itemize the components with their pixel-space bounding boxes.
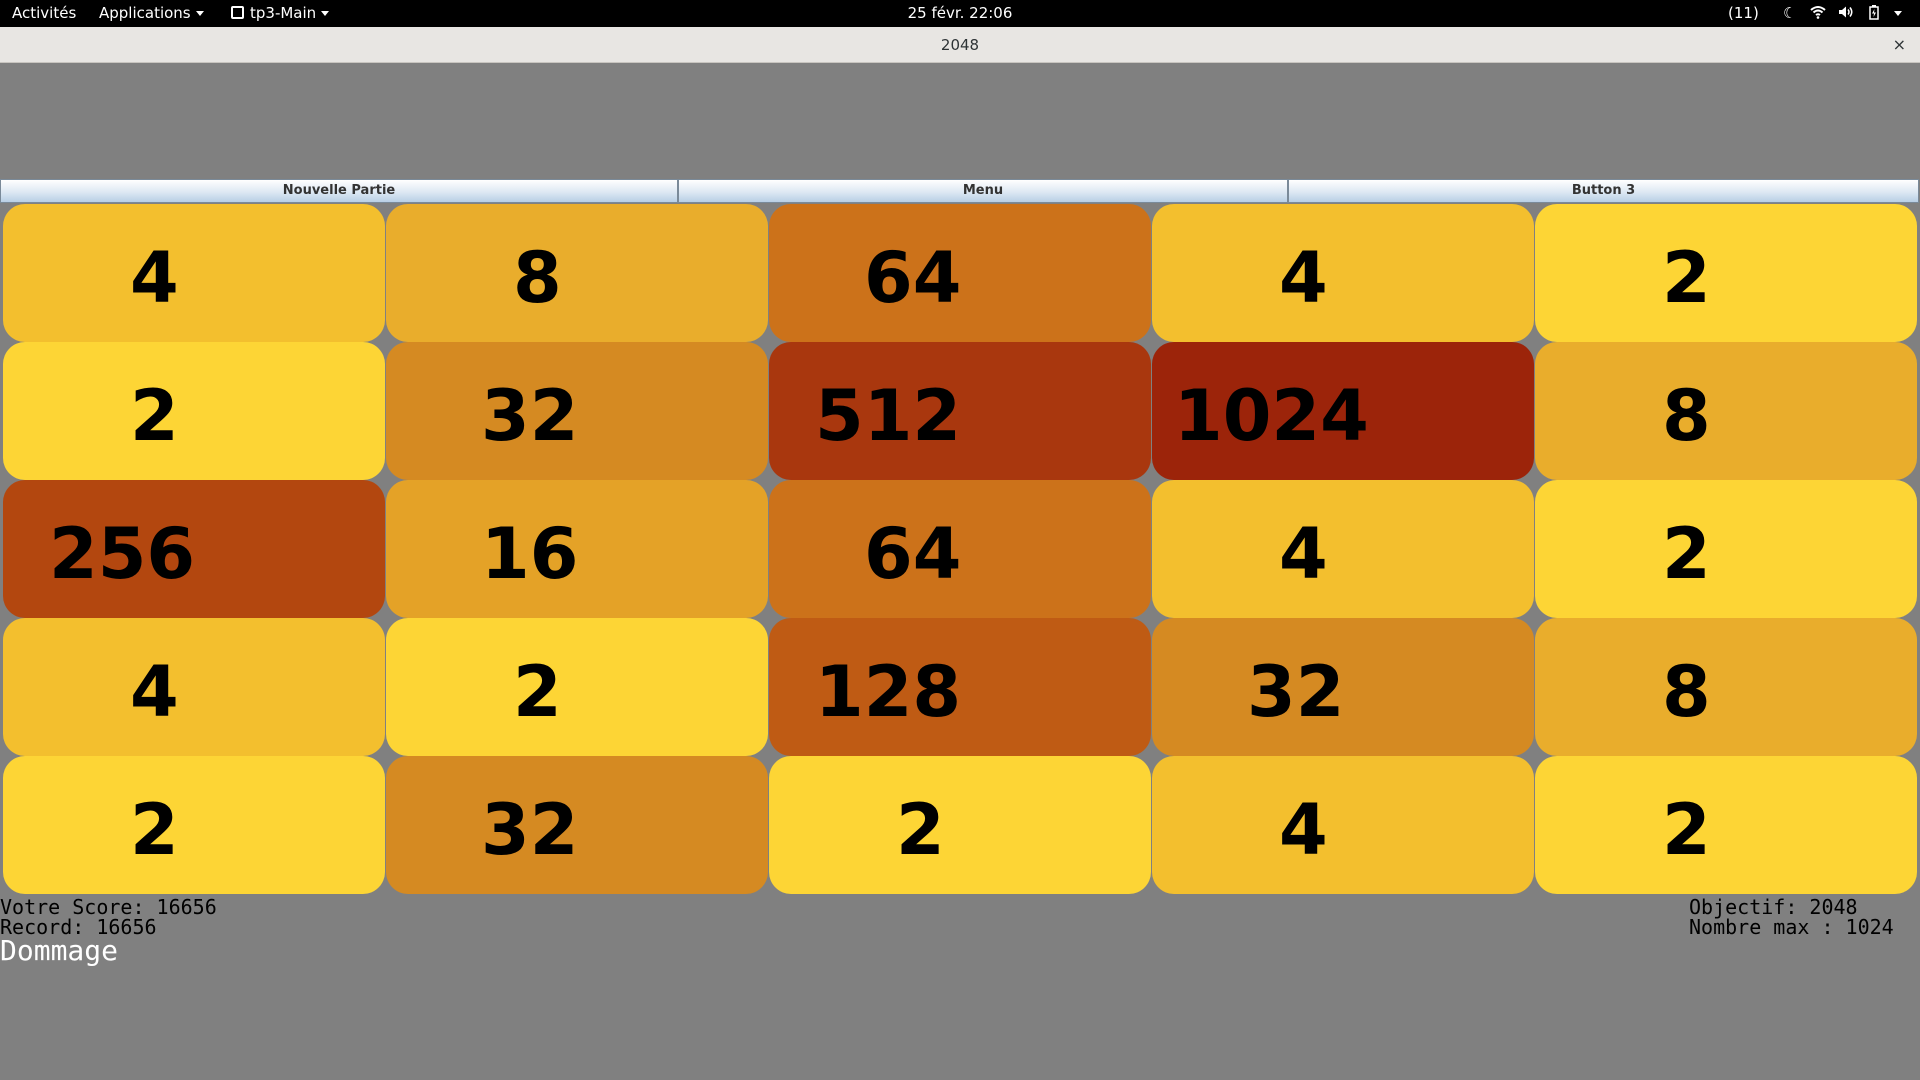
tile-value: 4 <box>1279 237 1328 319</box>
tile-value: 64 <box>864 237 962 319</box>
tile <box>1535 480 1917 618</box>
tile-value: 4 <box>1279 513 1328 595</box>
tile-value: 64 <box>864 513 962 595</box>
night-light-icon[interactable]: ☾ <box>1783 4 1797 22</box>
system-top-bar <box>0 0 1920 27</box>
tile <box>1535 342 1917 480</box>
tile-value: 2 <box>1662 789 1711 871</box>
tile <box>1535 204 1917 342</box>
tile-value: 2 <box>896 789 945 871</box>
tile <box>3 204 385 342</box>
tile <box>769 480 1151 618</box>
window-title: 2048 <box>940 36 980 54</box>
tile-value: 2 <box>130 375 179 457</box>
tile <box>386 756 768 894</box>
system-menu-chevron-icon[interactable] <box>1894 0 1902 27</box>
max-number-label: Nombre max : 1024 <box>1689 915 1894 939</box>
tile <box>386 618 768 756</box>
app-name-label: tp3-Main <box>250 4 317 22</box>
tile-value: 512 <box>815 375 962 457</box>
notification-count-label: (11) <box>1728 4 1759 22</box>
tile-value: 4 <box>130 651 179 733</box>
game-board <box>0 204 1920 894</box>
score-label: Votre Score: 16656 <box>0 895 217 919</box>
tile-value: 128 <box>815 651 962 733</box>
tile <box>769 756 1151 894</box>
tile-value: 1024 <box>1174 375 1369 457</box>
tile-value: 32 <box>1247 651 1345 733</box>
tile <box>1152 618 1534 756</box>
goal-label: Objectif: 2048 <box>1689 895 1858 919</box>
game-over-message: Dommage <box>0 934 119 967</box>
tile <box>769 618 1151 756</box>
tile-value: 2 <box>513 651 562 733</box>
tile-value: 4 <box>1279 789 1328 871</box>
menu-button[interactable]: Menu <box>678 179 1288 203</box>
record-label: Record: 16656 <box>0 915 157 939</box>
tile <box>769 342 1151 480</box>
tile <box>1152 756 1534 894</box>
tile-value: 4 <box>130 237 179 319</box>
tile-value: 2 <box>1662 237 1711 319</box>
tile-value: 32 <box>481 375 579 457</box>
tile <box>1152 480 1534 618</box>
tile-value: 8 <box>1662 651 1711 733</box>
window-title-bar[interactable] <box>0 27 1920 63</box>
tile <box>769 204 1151 342</box>
clock-label: 25 févr. 22:06 <box>907 4 1013 22</box>
tile <box>1152 342 1534 480</box>
tile-value: 256 <box>49 513 196 595</box>
tile <box>3 342 385 480</box>
tile-value: 2 <box>130 789 179 871</box>
wifi-icon[interactable] <box>1810 0 1826 27</box>
notification-count[interactable] <box>1728 0 1759 27</box>
tile <box>1535 756 1917 894</box>
tile-value: 2 <box>1662 513 1711 595</box>
button-3[interactable]: Button 3 <box>1288 179 1919 203</box>
tile <box>386 204 768 342</box>
tile-value: 8 <box>513 237 562 319</box>
tile-value: 8 <box>1662 375 1711 457</box>
tile <box>1535 618 1917 756</box>
battery-icon[interactable] <box>1869 0 1879 27</box>
tile <box>3 480 385 618</box>
tile <box>1152 204 1534 342</box>
activities-label: Activités <box>12 4 77 22</box>
tile-value: 32 <box>481 789 579 871</box>
tile <box>3 618 385 756</box>
tile <box>386 480 768 618</box>
tile <box>3 756 385 894</box>
tile <box>386 342 768 480</box>
tile-value: 16 <box>481 513 579 595</box>
applications-label: Applications <box>99 4 191 22</box>
close-icon[interactable]: × <box>1892 35 1906 54</box>
volume-icon[interactable] <box>1838 0 1854 27</box>
clock[interactable] <box>0 0 1920 27</box>
button-row <box>0 179 1920 203</box>
new-game-button[interactable]: Nouvelle Partie <box>0 179 678 203</box>
